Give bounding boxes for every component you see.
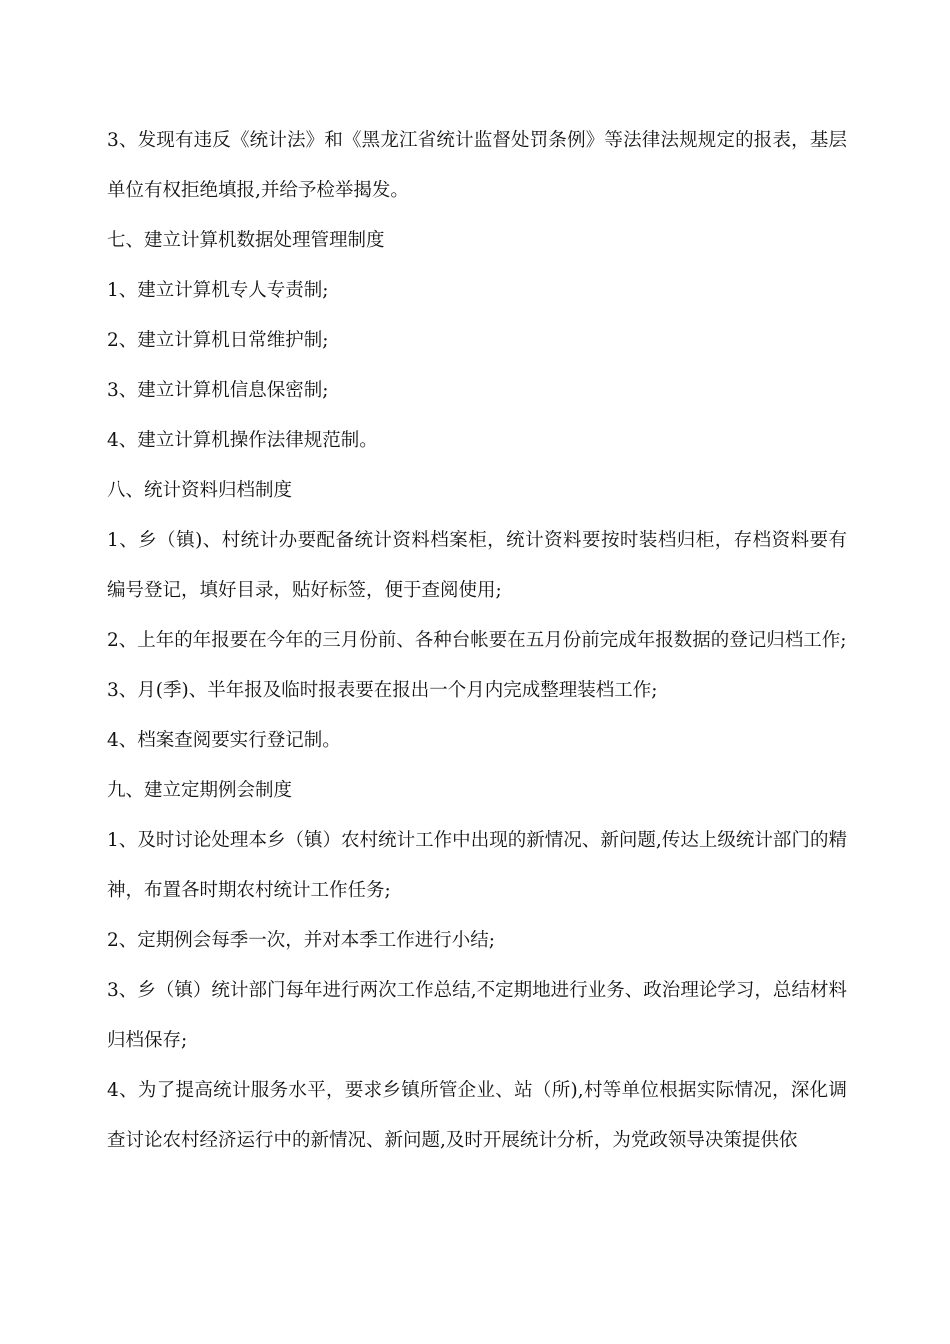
document-body xyxy=(107,116,847,1166)
paragraph-item: 3、建立计算机信息保密制; xyxy=(107,380,329,401)
paragraph-item: 4、档案查阅要实行登记制。 xyxy=(107,730,341,751)
paragraph-item: 4、建立计算机操作法律规范制。 xyxy=(107,430,378,451)
paragraph-item: 1、及时讨论处理本乡（镇）农村统计工作中出现的新情况、新问题,传达上级统计部门的精神，布置各时期农村统计工作任务; xyxy=(107,830,847,901)
paragraph-item: 1、建立计算机专人专责制; xyxy=(107,280,329,301)
paragraph-item: 2、建立计算机日常维护制; xyxy=(107,330,329,351)
paragraph-item: 3、乡（镇）统计部门每年进行两次工作总结,不定期地进行业务、政治理论学习，总结材料归档保存; xyxy=(107,980,847,1051)
section-heading-9-regular-meetings: 九、建立定期例会制度 xyxy=(107,780,293,801)
section-heading-8-archiving: 八、统计资料归档制度 xyxy=(107,480,293,501)
paragraph-item: 4、为了提高统计服务水平，要求乡镇所管企业、站（所),村等单位根据实际情况，深化调查讨论农村经济运行中的新情况、新问题,及时开展统计分析，为党政领导决策提供依 xyxy=(107,1080,847,1151)
paragraph-item: 1、乡（镇)、村统计办要配备统计资料档案柜，统计资料要按时装档归柜，存档资料要有编号登记，填好目录，贴好标签，便于查阅使用; xyxy=(107,530,847,601)
paragraph-item: 2、上年的年报要在今年的三月份前、各种台帐要在五月份前完成年报数据的登记归档工作; xyxy=(107,630,847,651)
section-heading-7-computer-data: 七、建立计算机数据处理管理制度 xyxy=(107,230,385,251)
paragraph-item: 2、定期例会每季一次，并对本季工作进行小结; xyxy=(107,930,496,951)
paragraph-item: 3、月(季)、半年报及临时报表要在报出一个月内完成整理装档工作; xyxy=(107,680,658,701)
paragraph-item-3-reject-illegal-forms: 3、发现有违反《统计法》和《黑龙江省统计监督处罚条例》等法律法规规定的报表，基层单位有权拒绝填报,并给予检举揭发。 xyxy=(107,130,847,201)
